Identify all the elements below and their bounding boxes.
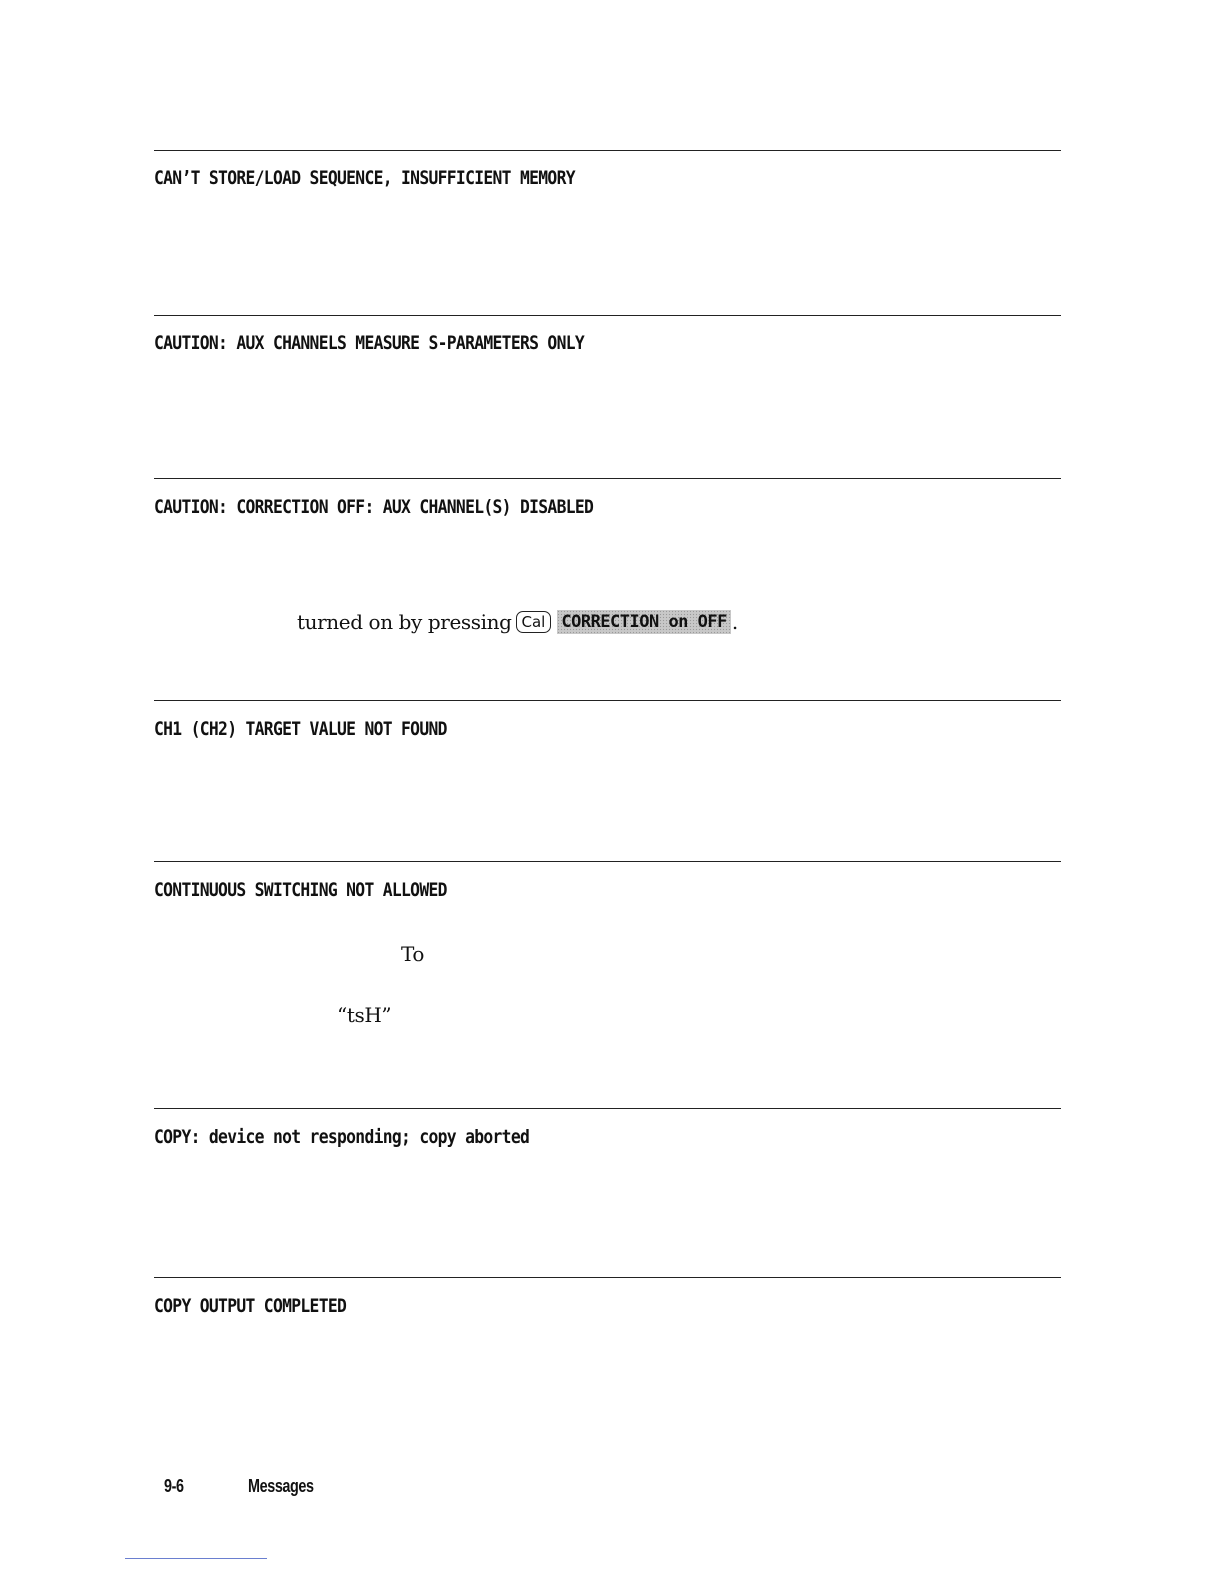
cal-hardkey: Cal [516,611,552,633]
divider-rule [154,478,1061,479]
message-heading: COPY OUTPUT COMPLETED [154,1295,347,1317]
message-heading: CONTINUOUS SWITCHING NOT ALLOWED [154,879,447,901]
divider-rule [154,315,1061,316]
correction-softkey: CORRECTION on OFF [557,610,731,634]
divider-rule [154,1277,1061,1278]
message-heading: CAUTION: AUX CHANNELS MEASURE S-PARAMETERS ONLY [154,332,585,354]
body-fragment-text: To [401,942,425,966]
divider-rule [154,700,1061,701]
body-fragment-text: “tsH” [337,1003,392,1027]
message-heading: CAUTION: CORRECTION OFF: AUX CHANNEL(S) DISABLED [154,496,594,518]
message-heading: CAN’T STORE/LOAD SEQUENCE, INSUFFICIENT MEMORY [154,167,575,189]
bottom-edge-rule [125,1558,267,1559]
section-title: Messages [248,1476,314,1496]
message-body-line [297,610,738,634]
message-heading: CH1 (CH2) TARGET VALUE NOT FOUND [154,718,447,740]
message-heading: COPY: device not responding; copy aborted [154,1126,530,1148]
body-fragment [401,942,424,966]
divider-rule [154,1108,1061,1109]
sentence-period: . [731,610,739,634]
page-number: 9-6 [164,1476,184,1496]
divider-rule [154,150,1061,151]
divider-rule [154,861,1061,862]
body-fragment [337,1003,391,1027]
body-text: turned on by pressing [297,610,512,634]
